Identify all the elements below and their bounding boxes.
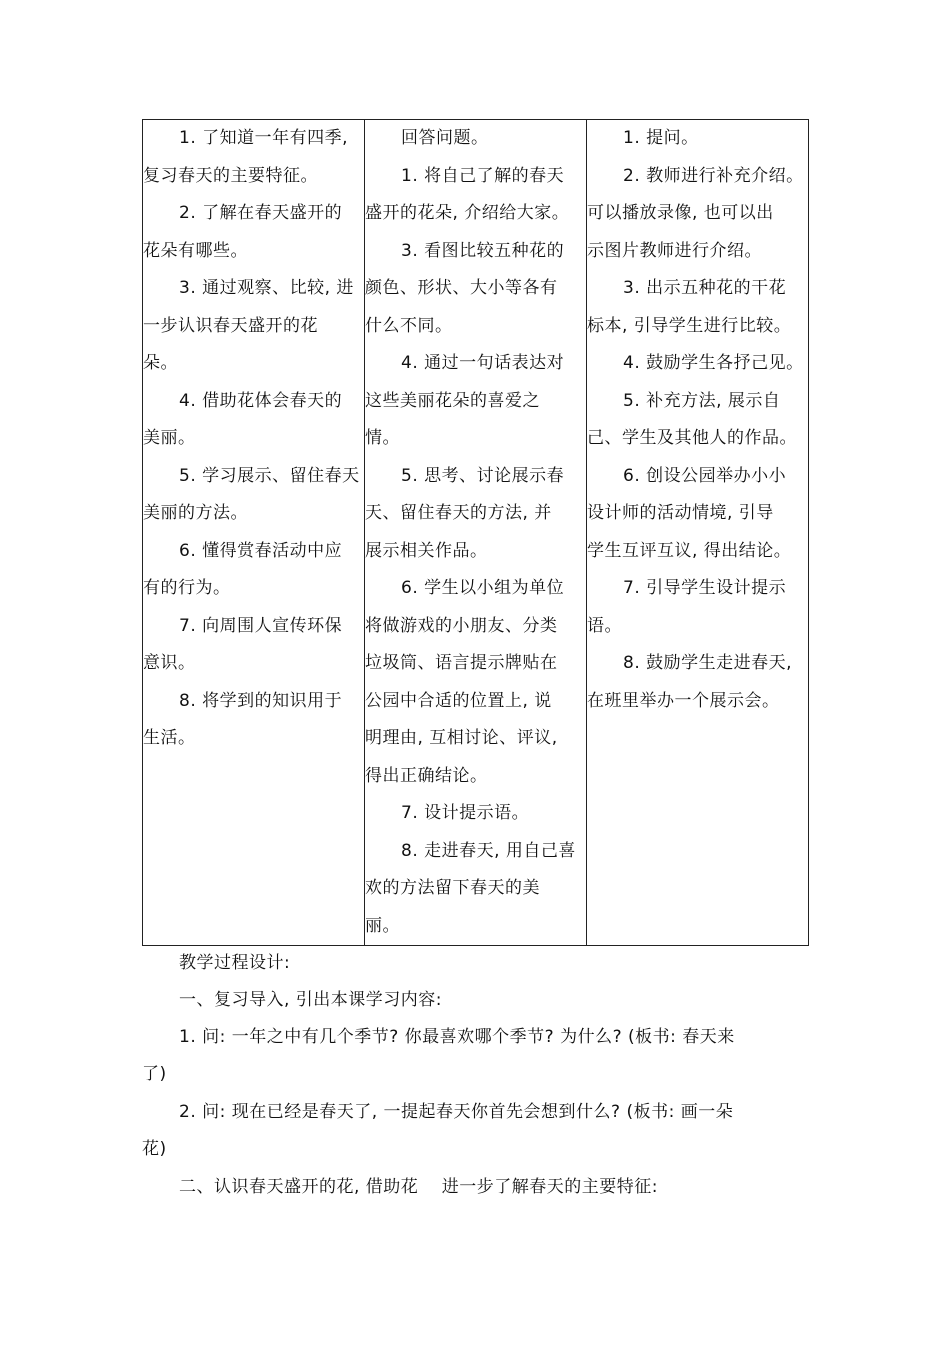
student-activities-column — [365, 120, 587, 946]
table-cell-line: 朵。 — [143, 353, 178, 373]
table-cell-line: 设计师的活动情境, 引导 — [587, 503, 774, 523]
table-cell-line: 公园中合适的位置上, 说 — [365, 690, 552, 711]
table-cell-line: 垃圾筒、语言提示牌贴在 — [365, 653, 558, 673]
table-cell-line: 7. 引导学生设计提示 — [623, 578, 787, 598]
table-cell-line: 学生互评互议, 得出结论。 — [587, 540, 792, 561]
lesson-plan-table — [142, 119, 809, 946]
table-cell-line: 将做游戏的小朋友、分类 — [365, 615, 558, 636]
objectives-column — [143, 120, 365, 946]
table-cell-line: 展示相关作品。 — [365, 540, 488, 561]
question-one-line2: 了) — [142, 1064, 167, 1084]
section-heading: 教学过程设计: — [179, 953, 291, 973]
table-cell-line: 复习春天的主要特征。 — [143, 165, 318, 186]
table-cell-line: 盛开的花朵, 介绍给大家。 — [365, 203, 570, 223]
table-cell-line: 可以播放录像, 也可以出 — [587, 203, 774, 223]
table-cell-line: 生活。 — [143, 728, 196, 748]
teacher-activities-column — [587, 120, 809, 946]
table-cell-line: 美丽的方法。 — [143, 503, 248, 523]
question-one-line1: 1. 问: 一年之中有几个季节? 你最喜欢哪个季节? 为什么? (板书: 春天来 — [179, 1027, 735, 1047]
table-cell-line: 情。 — [365, 428, 400, 448]
table-row — [143, 120, 809, 946]
table-cell-line: 丽。 — [365, 915, 400, 936]
table-cell-line: 标本, 引导学生进行比较。 — [587, 315, 792, 336]
table-cell-line: 6. 创设公园举办小小 — [623, 465, 787, 486]
question-two-line2: 花) — [142, 1139, 167, 1159]
question-two-line1: 2. 问: 现在已经是春天了, 一提起春天你首先会想到什么? (板书: 画一朵 — [179, 1102, 734, 1122]
table-cell-line: 天、留住春天的方法, 并 — [365, 503, 552, 523]
table-cell-line: 3. 出示五种花的干花 — [623, 278, 787, 298]
table-cell-line: 8. 将学到的知识用于 — [179, 690, 343, 711]
table-cell-line: 美丽。 — [143, 428, 196, 448]
table-cell-line: 有的行为。 — [143, 578, 231, 598]
table-cell-line: 什么不同。 — [365, 315, 453, 336]
table-cell-line: 6. 学生以小组为单位 — [401, 578, 565, 598]
section-one-title: 一、复习导入, 引出本课学习内容: — [179, 990, 443, 1010]
table-cell-line: 4. 鼓励学生各抒己见。 — [623, 353, 804, 373]
table-cell-line: 4. 借助花体会春天的 — [179, 390, 343, 411]
table-cell-line: 4. 通过一句话表达对 — [401, 353, 565, 373]
table-cell-line: 这些美丽花朵的喜爱之 — [365, 390, 540, 411]
table-cell-line: 得出正确结论。 — [365, 765, 488, 786]
table-cell-line: 5. 补充方法, 展示自 — [623, 390, 781, 411]
table-cell-line: 2. 了解在春天盛开的 — [179, 203, 343, 223]
table-cell-line: 示图片教师进行介绍。 — [587, 240, 762, 261]
table-cell-line: 欢的方法留下春天的美 — [365, 878, 540, 898]
table-cell-line: 7. 设计提示语。 — [401, 803, 530, 823]
table-cell-line: 8. 鼓励学生走进春天, — [623, 653, 793, 673]
table-cell-line: 1. 了知道一年有四季, — [179, 128, 349, 148]
table-cell-line: 7. 向周围人宣传环保 — [179, 615, 343, 636]
table-cell-line: 花朵有哪些。 — [143, 240, 248, 261]
section-two-title: 二、认识春天盛开的花, 借助花 进一步了解春天的主要特征: — [179, 1177, 658, 1197]
table-cell-line: 在班里举办一个展示会。 — [587, 690, 780, 711]
table-cell-line: 5. 学习展示、留住春天 — [179, 465, 360, 486]
table-cell-line: 颜色、形状、大小等各有 — [365, 278, 558, 298]
table-cell-line: 5. 思考、讨论展示春 — [401, 465, 565, 486]
table-cell-line: 8. 走进春天, 用自己喜 — [401, 840, 576, 861]
table-cell-line: 语。 — [587, 615, 622, 636]
table-cell-line: 3. 通过观察、比较, 进 — [179, 278, 354, 298]
table-cell-line: 3. 看图比较五种花的 — [401, 240, 565, 261]
table-cell-line: 一步认识春天盛开的花 — [143, 315, 318, 336]
table-cell-line: 2. 教师进行补充介绍。 — [623, 165, 804, 186]
table-cell-line: 1. 提问。 — [623, 128, 699, 148]
table-cell-line: 6. 懂得赏春活动中应 — [179, 540, 343, 561]
table-cell-line: 1. 将自己了解的春天 — [401, 165, 565, 186]
table-cell-line: 己、学生及其他人的作品。 — [587, 428, 797, 448]
table-cell-line: 明理由, 互相讨论、评议, — [365, 728, 558, 748]
table-cell-line: 意识。 — [143, 653, 196, 673]
table-cell-line: 回答问题。 — [401, 128, 489, 148]
